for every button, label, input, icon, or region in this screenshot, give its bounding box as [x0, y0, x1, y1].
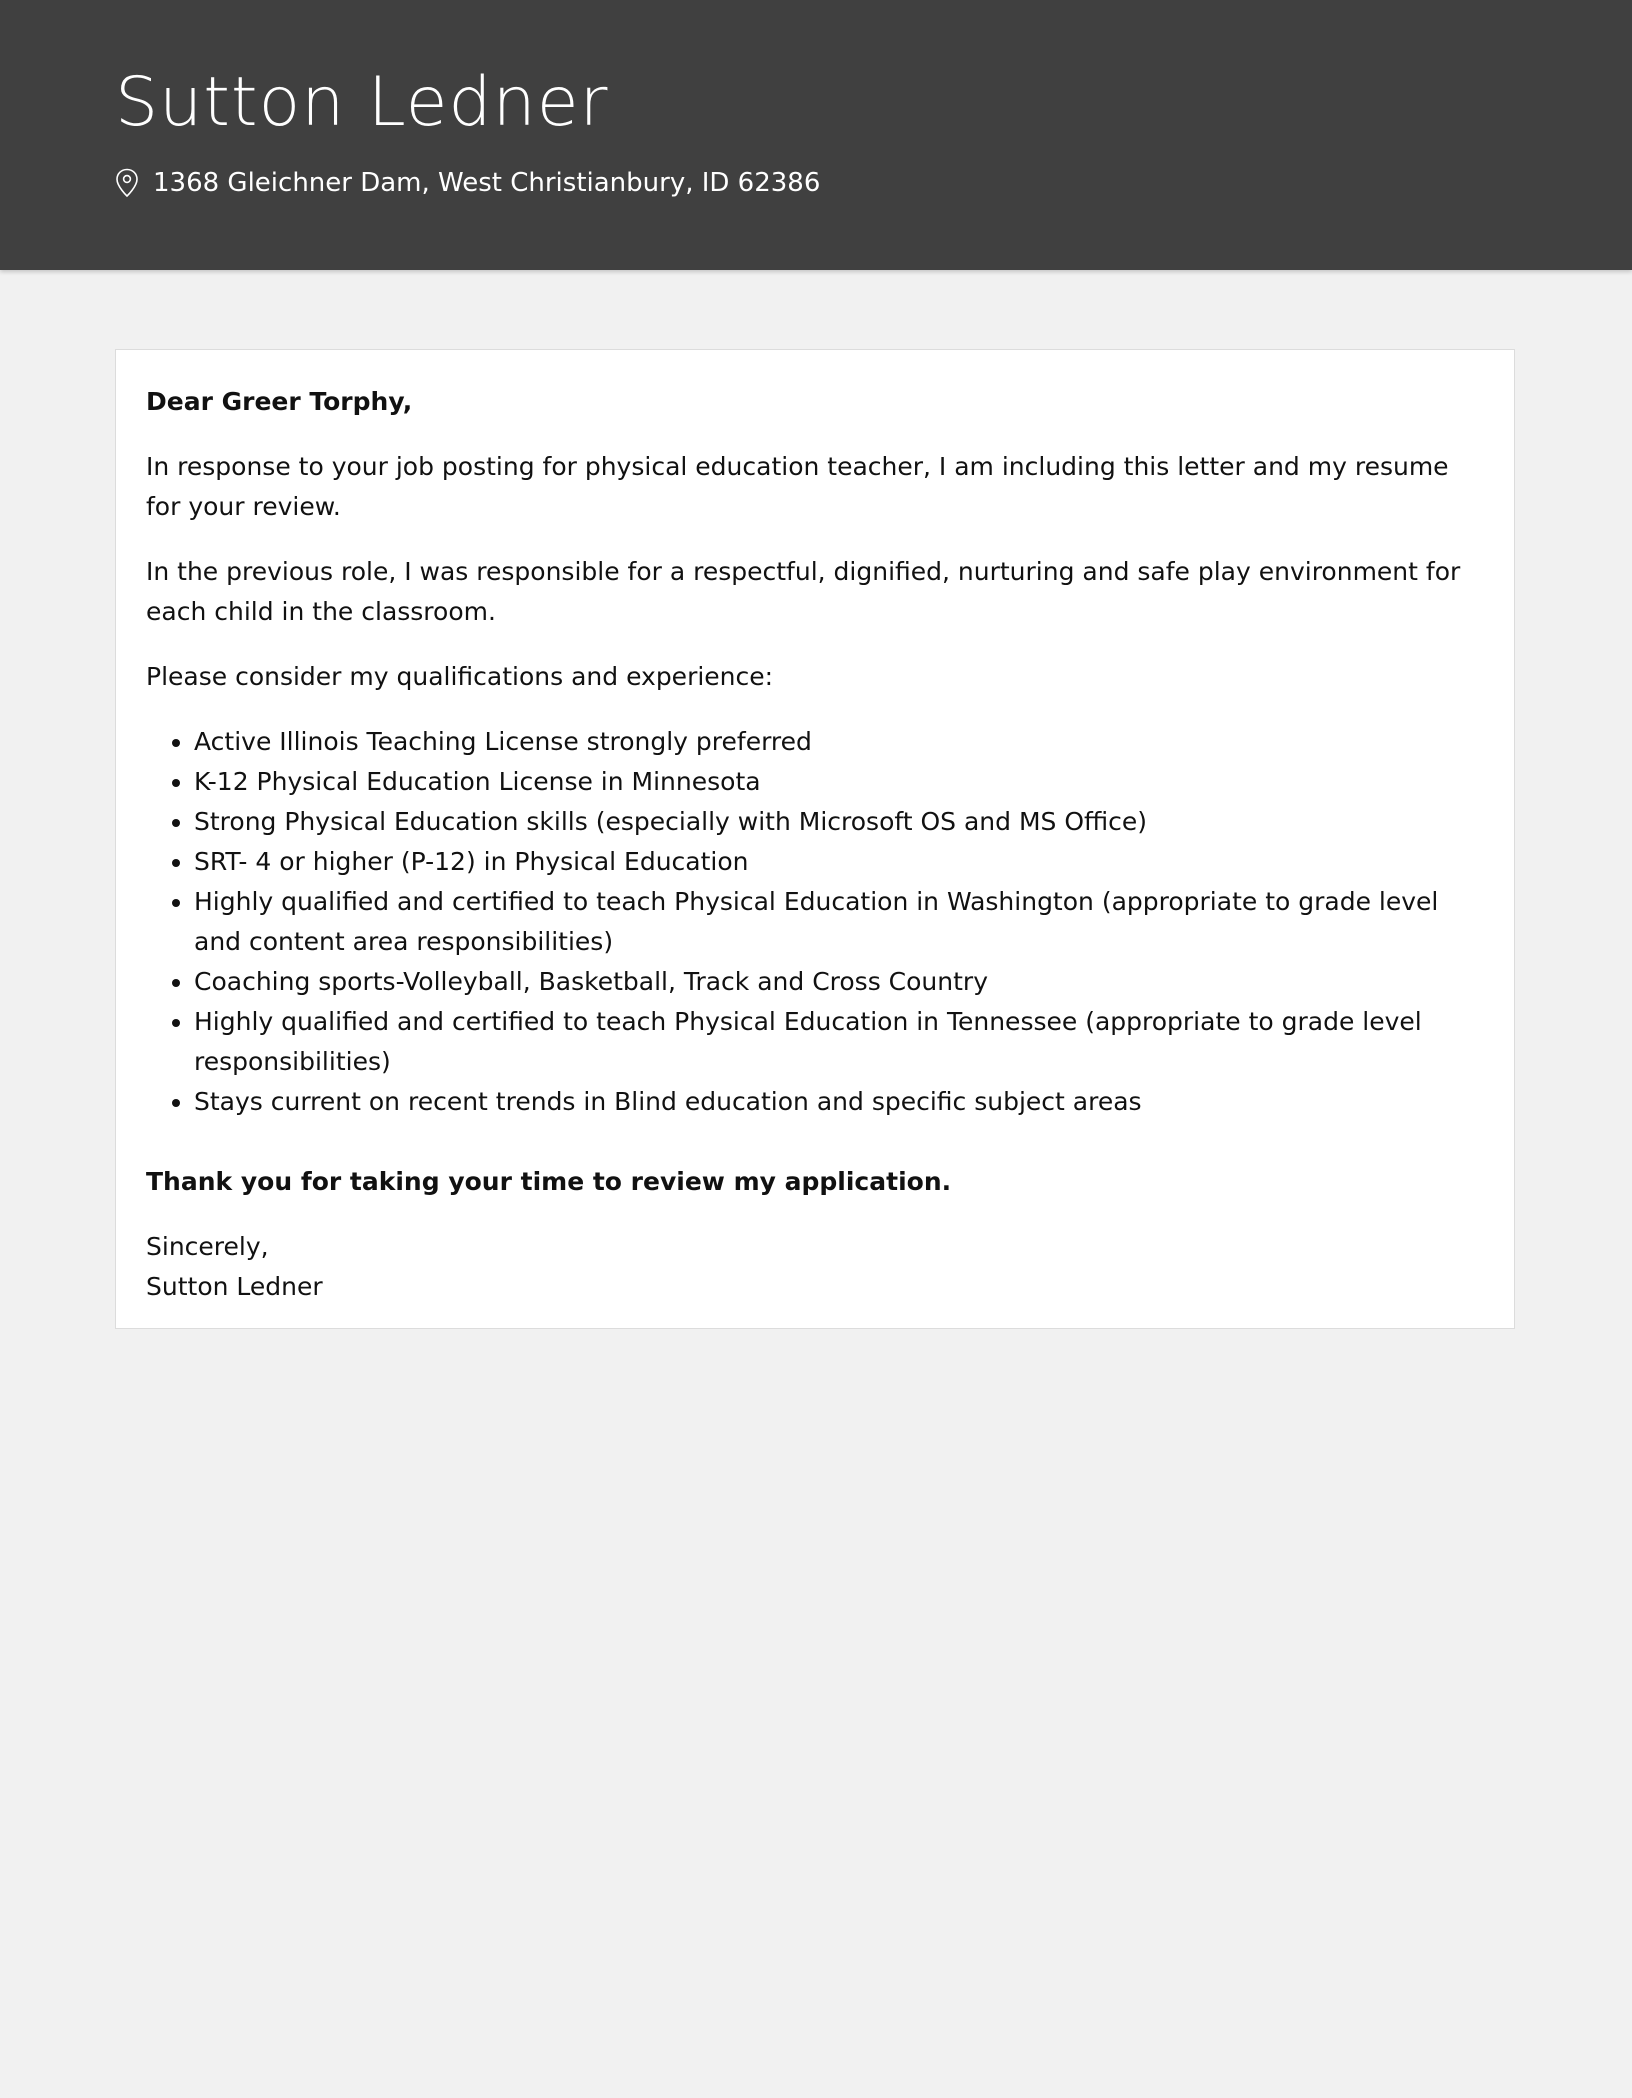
intro-paragraph: In response to your job posting for physical education teacher, I am including this letter and my resume for your review.	[146, 452, 1449, 521]
salutation: Dear Greer Torphy,	[146, 387, 413, 416]
address-line	[115, 168, 820, 198]
list-item: • Coaching sports-Volleyball, Basketball, Track and Cross Country	[194, 962, 1484, 1002]
list-item: • Highly qualified and certified to teach Physical Education in Washington (appropriate to grade level and content area responsibilities)	[194, 882, 1484, 962]
address-text: 1368 Gleichner Dam, West Christianbury, ID 62386	[153, 168, 821, 198]
signature-name: Sutton Ledner	[146, 1272, 323, 1301]
list-item: • Active Illinois Teaching License strongly preferred	[194, 722, 1484, 762]
page-header	[0, 0, 1632, 270]
map-pin-icon	[115, 168, 139, 198]
list-item: • Highly qualified and certified to teach Physical Education in Tennessee (appropriate to grade level responsibilities)	[194, 1002, 1484, 1082]
cover-letter	[115, 349, 1515, 1329]
qualifications-list	[146, 722, 1484, 1122]
experience-paragraph: In the previous role, I was responsible for a respectful, dignified, nurturing and safe play environment for each child in the classroom.	[146, 557, 1461, 626]
signoff: Sincerely,	[146, 1232, 269, 1261]
list-item: • Stays current on recent trends in Blind education and specific subject areas	[194, 1082, 1484, 1122]
closing-thanks: Thank you for taking your time to review my application.	[146, 1167, 952, 1196]
applicant-name: Sutton Ledner	[115, 63, 609, 142]
qualifications-intro: Please consider my qualifications and experience:	[146, 662, 774, 691]
list-item: • Strong Physical Education skills (especially with Microsoft OS and MS Office)	[194, 802, 1484, 842]
list-item: • SRT- 4 or higher (P-12) in Physical Education	[194, 842, 1484, 882]
list-item: • K-12 Physical Education License in Minnesota	[194, 762, 1484, 802]
